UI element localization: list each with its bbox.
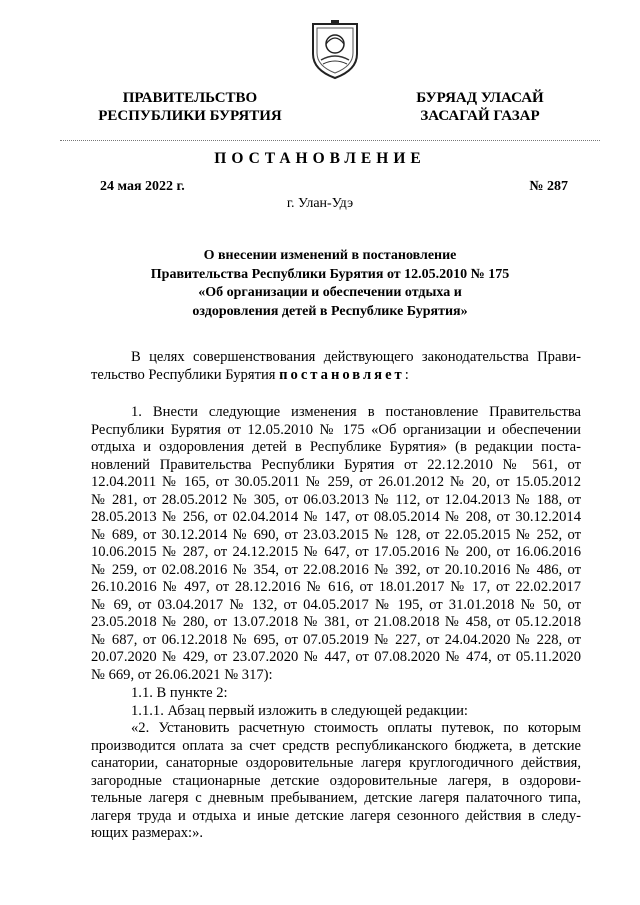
preamble: В целях совершенствования действующего законодательства Прави- тельство Республики Бурятия постановляет: bbox=[91, 349, 581, 383]
item-1 bbox=[91, 404, 581, 684]
text-line: отдыха и оздоровления детей в Республике Бурятия» (в редакции поста- bbox=[91, 439, 581, 455]
text-line: «2. Установить расчетную стоимость оплаты путевок, по которым bbox=[131, 720, 581, 736]
document-city: г. Улан-Удэ bbox=[286, 196, 354, 211]
text-line: санатории, санаторные оздоровительные лагеря круглогодичного действия, bbox=[91, 755, 581, 771]
text-line: 12.04.2011 № 165, от 30.05.2011 № 259, от 26.01.2012 № 20, от 15.05.2012 bbox=[91, 474, 581, 490]
text-line: 20.07.2020 № 429, от 23.07.2020 № 447, от 07.08.2020 № 474, от 05.11.2020 bbox=[91, 649, 581, 665]
quoted-paragraph bbox=[91, 720, 581, 843]
document-date: 24 мая 2022 г. bbox=[100, 179, 185, 194]
text-line: новлений Правительства Республики Бурятия от 22.12.2010 № 561, от bbox=[91, 456, 581, 473]
document-number: № 287 bbox=[529, 179, 568, 194]
text-line: № 669, от 26.06.2021 № 317): bbox=[91, 666, 273, 683]
text-line: лагеря труда и отдыха и иные детские лагеря сезонного действия в следу- bbox=[91, 807, 581, 824]
text-line: № 281, от 28.05.2012 № 305, от 06.03.2013 № 112, от 12.04.2013 № 188, от bbox=[91, 491, 581, 508]
document-subject: О внесении изменений в постановление Правительства Республики Бурятия от 12.05.2010 № 175 «Об организации и обеспечении отдыха и оздоровления детей в Республике Бурятия» bbox=[150, 248, 510, 319]
text-line: 26.10.2016 № 497, от 28.12.2016 № 616, от 18.01.2017 № 17, от 22.02.2017 bbox=[91, 579, 581, 595]
government-name-bua: БУРЯАД УЛАСАЙ ЗАСАГАЙ ГАЗАР bbox=[416, 90, 544, 124]
coat-of-arms-emblem bbox=[309, 18, 361, 80]
text-line: производится оплата за счет средств республиканского бюджета, в детские bbox=[91, 737, 581, 754]
text-line: тельные лагеря с дневным пребыванием, детские лагеря палаточного типа, bbox=[91, 790, 581, 806]
text-line: № 687, от 06.12.2018 № 695, от 07.05.2019 № 227, от 24.04.2020 № 228, от bbox=[91, 631, 581, 648]
text-line: ющих размерах:». bbox=[91, 825, 204, 841]
text-line: 28.05.2013 № 256, от 02.04.2014 № 147, от 08.05.2014 № 208, от 30.12.2014 bbox=[91, 509, 581, 525]
text-line: № 689, от 30.12.2014 № 690, от 23.03.2015 № 128, от 22.05.2015 № 252, от bbox=[91, 526, 581, 543]
document-type: ПОСТАНОВЛЕНИЕ bbox=[214, 150, 426, 167]
text-line: загородные стационарные детские оздоровительные лагеря, в оздорови- bbox=[91, 772, 581, 789]
header-divider bbox=[60, 140, 600, 141]
text-line: № 259, от 02.08.2016 № 354, от 22.08.2016 № 392, от 20.10.2016 № 486, от bbox=[91, 561, 581, 578]
text-line: Республики Бурятия от 12.05.2010 № 175 «Об организации и обеспечении bbox=[91, 421, 581, 438]
text-line: 1. Внести следующие изменения в постановление Правительства bbox=[131, 404, 581, 420]
text-line: № 69, от 03.04.2017 № 132, от 04.05.2017 № 195, от 31.01.2018 № 50, от bbox=[91, 596, 581, 613]
text-line: 10.06.2015 № 287, от 24.12.2015 № 647, от 17.05.2016 № 200, от 16.06.2016 bbox=[91, 544, 581, 560]
item-1-1: 1.1. В пункте 2: 1.1.1. Абзац первый изложить в следующей редакции: bbox=[131, 685, 468, 719]
government-name-ru: ПРАВИТЕЛЬСТВО РЕСПУБЛИКИ БУРЯТИЯ bbox=[98, 90, 282, 124]
text-line: 23.05.2018 № 280, от 13.07.2018 № 381, от 21.08.2018 № 458, от 05.12.2018 bbox=[91, 614, 581, 630]
